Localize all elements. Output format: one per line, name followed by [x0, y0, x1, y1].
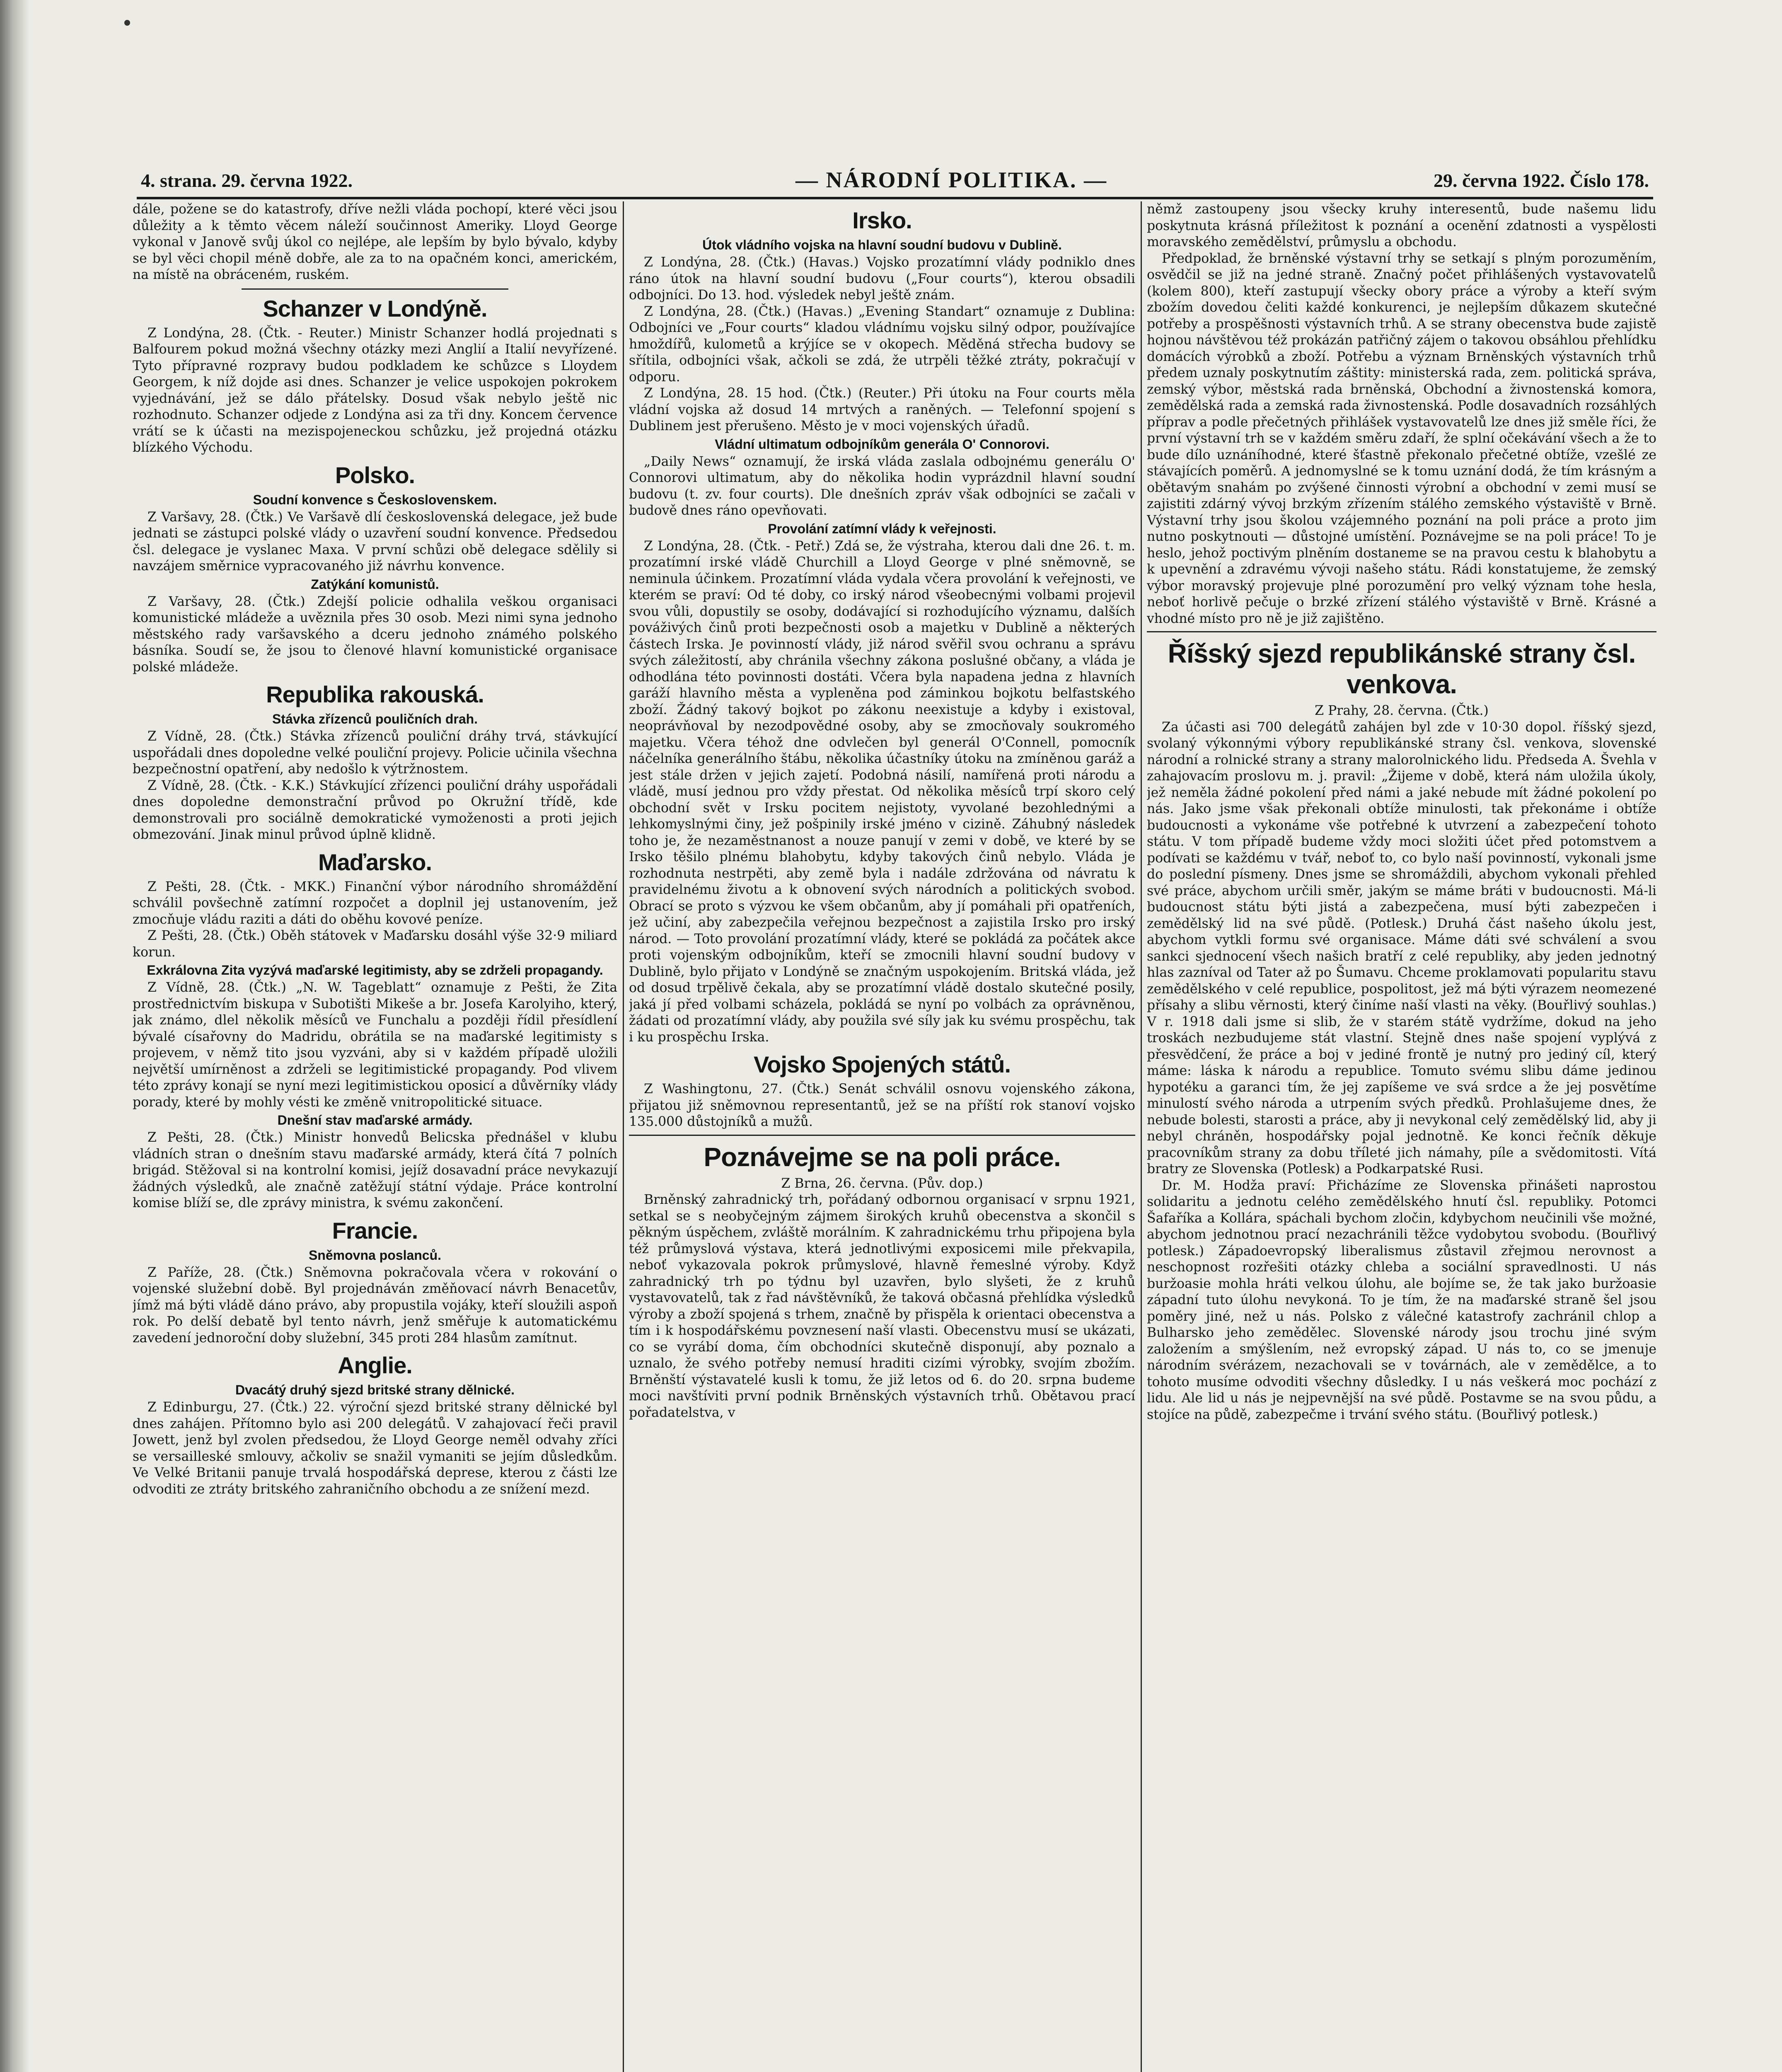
headline-polsko: Polsko. — [335, 462, 415, 488]
headline-risky-sjezd: Říšský sjezd republikánské strany čsl. venkova. — [1168, 639, 1636, 699]
headline-poznavejme: Poznávejme se na poli práce. — [704, 1142, 1061, 1172]
column-rule-2 — [1141, 201, 1142, 2072]
headline-anglie: Anglie. — [338, 1352, 412, 1378]
column-rule-1 — [623, 201, 624, 2072]
column-2 — [629, 201, 1135, 2072]
article-madarsko-1: Z Pešti, 28. (Čtk. - MKK.) Finanční výbor národního shromáždění schválil povšechně zatímní rozpočet a doplnil jej ustanovením, jež zmocňuje vládu raziti a dáti do oběhu kovové peníze. — [133, 879, 617, 927]
article-rakousko-2: Z Vídně, 28. (Čtk. - K.K.) Stávkující zřízenci pouliční dráhy uspořádali dnes dopoledne demonstrační průvod po Okružní třídě, kde demonstrovali pro sociálně demokratické vymoženosti a proti jejich obmezování. Jinak minul průvod úplně klidně. — [133, 778, 617, 842]
article-irsko-1: Z Londýna, 28. (Čtk.) (Havas.) Vojsko prozatímní vlády podniklo dnes ráno útok na hlavní soudní budovu („Four courts“), kterou obsadili odbojníci. Do 13. hod. výsledek nebyl ještě znám. — [629, 255, 1135, 303]
article-polsko-2: Z Varšavy, 28. (Čtk.) Zdejší policie odhalila veškou organisaci komunistické mládeže a uvěznila přes 30 osob. Mezi nimi syna jednoho městského rady varšavského a dceru jednoho známého polského básníka. Soudí se, že jsou to členové hlavní komunistické organisace polské mládeže. — [133, 594, 617, 675]
subhead-polsko-2: Zatýkání komunistů. — [311, 576, 439, 592]
page-header — [137, 168, 1653, 199]
headline-vojsko-usa: Vojsko Spojených států. — [753, 1051, 1011, 1077]
subhead-armada: Dnešní stav maďarské armády. — [277, 1113, 473, 1128]
article-schanzer: Z Londýna, 28. (Čtk. - Reuter.) Ministr Schanzer hodlá projednati s Balfourem pokud možná všechny otázky mezi Anglií a Italií nevyřízené. Tyto přípravné rozpravy budou podkladem ke schůzce s Lloydem Georgem, k níž dojde asi dnes. Schanzer je velice uspokojen pokrokem vyjednávání, jež se dálo přátelsky. Dosud však nebylo ještě nic rozhodnuto. Schanzer odjede z Londýna asi za tři dny. Koncem července vrátí se k účasti na mezispojeneckou schůzku, jež projedná otázku blízkého Východu. — [133, 325, 617, 455]
divider — [242, 288, 508, 290]
article-polsko-1: Z Varšavy, 28. (Čtk.) Ve Varšavě dlí československá delegace, jež bude jednati se zástupci polské vlády o uzavření soudní konvence. Předsedou čsl. delegace je vyslanec Maxa. V první schůzi obě delegace sdělily si navzájem směrnice vypracovaného již návrhu konvence. — [133, 509, 617, 574]
column-3 — [1147, 201, 1656, 2072]
headline-irsko: Irsko. — [852, 207, 912, 233]
print-speck — [124, 20, 130, 26]
article-madarsko-2: Z Pešti, 28. (Čtk.) Oběh státovek v Maďarsku dosáhl výše 32·9 miliard korun. — [133, 928, 617, 960]
subhead-irsko-2: Vládní ultimatum odbojníkům generála O' Connorovi. — [715, 436, 1049, 452]
divider — [629, 1135, 1135, 1136]
article-madarsko-3: Z Vídně, 28. (Čtk.) „N. W. Tageblatt“ oznamuje z Pešti, že Zita prostřednictvím biskupa v Subotišti Mikeše a br. Josefa Karolyiho, který, jak známo, dlel několik měsíců ve Funchalu a později řídil přesídlení bývalé císařovny do Madridu, obrátila se na maďarské legitimisty s projevem, v němž tito jsou vyzváni, aby si v každém případě uložili největší umírněnost a zdrželi se legitimistické propagandy. Pod vlivem této zprávy konají se nyní mezi legitimistickou oposicí a důvěrníky vlády porady, které by mohly vésti ke změně vnitropolitické situace. — [133, 980, 617, 1110]
subhead-francie: Sněmovna poslanců. — [308, 1247, 442, 1263]
article-risky-sjezd-1: Za účasti asi 700 delegátů zahájen byl zde v 10·30 dopol. říšský sjezd, svolaný výkonnými výbory republikánské strany čsl. venkova, slovenské národní a rolnické strany a strany malorolnického lidu. Předseda A. Švehla v zahajovacím proslovu m. j. pravil: „Žijeme v době, která nám uložila úkoly, jež neměla žádné pokolení před námi a jaké nebude mít žádné pokolení po nás. Jako jsme však překonali obtíže minulosti, tak překonáme i obtíže budoucnosti a vykonáme vše potřebné k utvrzení a zabezpečení tohoto státu. V tom případě budeme vždy moci složiti účet před potomstvem a podívati se každému v tvář, neboť to, co bylo naší povinností, vykonali jsme do poslední písmeny. Dnes jsme se shromáždili, abychom vykonali přehled své práce, abychom určili směr, jakým se máme bráti v budoucnosti. Má-li budoucnost státu býti jistá a zabezpečena, musí býti zabezpečen i zemědělský lid na své půdě. (Potlesk.) Druhá část našeho úkolu jest, abychom vytkli formu své organisace. Máme dáti své schválení a svou sankci sjednocení všech našich bratří z celé republiky, aby jeden jednotný hlas zazníval od Tater až po Šumavu. Chceme proklamovati popularitu stavu zemědělského v celé republice, pospolitost, jež má býti výrazem neomezené přísahy a slibu věrnosti, který činíme naší vlasti na věky. (Bouřlivý souhlas.) V r. 1918 dali jsme si slib, že v starém státě vydržíme, dokud na jeho troskách nezbudujeme stát vlastní. Stejně dnes naše spojení vyplývá z přesvědčení, že práce a boj v jediné frontě je nutný pro jediný cíl, který máme: láska k národu a republice. Tomuto svému slibu dáme jedinou hypotéku a garanci tím, že jej zapíšeme ve svá srdce a že jej posvětíme minulostí svého národa a utrpením svých předků. Prohlašujeme dnes, že nebude bolesti, starosti a práce, aby ji nevykonal celý zemědělský lid, aby ji nebyl chráněn, hospodářsky pojal jednotně. Ke konci řečník děkuje pracovníkům strany za dobu tříleté jich námahy, píle a svědomitosti. Vítá bratry ze Slovenska (Potlesk) a Podkarpatské Rusi. — [1147, 719, 1656, 1176]
article-francie: Z Paříže, 28. (Čtk.) Sněmovna pokračovala včera v rokování o vojenské služební době. Byl projednáván změňovací návrh Benacetův, jímž má býti vládě dáno právo, aby propustila vojáky, kteří sloužili aspoň rok. Po delší debatě byl tento návrh, jenž směřuje k automatickému zavedení jednoroční doby služební, 345 proti 284 hlasům zamítnut. — [133, 1265, 617, 1346]
article-anglie: Z Edinburgu, 27. (Čtk.) 22. výroční sjezd britské strany dělnické byl dnes zahájen. Přítomno bylo asi 200 delegátů. V zahajovací řeči pravil Jowett, jenž byl zvolen předsedou, že Lloyd George neměl odvahy zříci se versailleské smlouvy, ačkoliv se snažil vymaniti se jejím důsledkům. Ve Velké Britanii panuje trvalá hospodářská deprese, kterou z části lze odvoditi ze ztráty britského zahraničního obchodu a ze snížení mezd. — [133, 1400, 617, 1497]
article-irsko-4: „Daily News“ oznamují, že irská vláda zaslala odbojnému generálu O' Connorovi ultimatum, aby do několika hodin vyprázdnil hlavní soudní budovu (t. zv. four courts). Dle dnešních zpráv však odbojníci se začali v budově dnes ráno opevňovati. — [629, 454, 1135, 518]
article-poznavejme-2: Předpoklad, že brněnské výstavní trhy se setkají s plným porozuměním, osvědčil se již na jedné straně. Značný počet přihlášených vystavovatelů (kolem 800), kteří zastupují všecky obory práce a výroby a kteří svým zbožím dovedou čeliti každé konkurenci, je nejlepším důkazem skutečné potřeby a prospěšnosti výstavních trhů. A se strany obecenstva bude zajistě hojnou návštěvou též prokázán patřičný zájem o takovou obsáhlou přehlídku domácích výrobků a zboží. Potřebu a význam Brněnských výstavních trhů předem uznaly poskytnutím záštity: ministerská rada, zem. politická správa, zemský výbor, městská rada brněnská, Obchodní a živnostenská komora, zemědělská rada a zemská rada živnostenská. Podle dosavadních rozsáhlých příprav a podle přečetných přihlášek vystavovatelů lze dnes již směle říci, že první výstavní trh se v každém směru zdaří, že splní očekávání všech a že to bude dílo uznáníhodné, které šťastně překonalo přečetné obtíže, vzešlé ze stávajících poměrů. A jednomyslné se k tomu uznání dodá, že tím krásným a obětavým snahám po zvýšené činnosti výrobní a obchodní v zemi musí se zajistiti zdárný vývoj brzkým zřízením stálého zemského výstaviště v Brně. Výstavní trhy jsou školou vzájemného poznání na poli práce a proto jim nutno poskytnouti — důstojné umístění. Poznávejme se na poli práce! To je heslo, jehož poctivým plněním dostaneme se na pravou cestu k blahobytu a k upevnění a zdravému vývoji našeho státu. Rádi konstatujeme, že zemský výbor moravský projevuje plné porozumění pro velký význam tohe hesla, neboť horlivě pečuje o brzké zřízení stálého výstaviště v Brně. Krásné a vhodné místo pro ně je již zajištěno. — [1147, 251, 1656, 626]
article-irsko-3: Z Londýna, 28. 15 hod. (Čtk.) (Reuter.) Při útoku na Four courts měla vládní vojska až dosud 14 mrtvých a raněných. — Telefonní spojení s Dublinem jest přerušeno. Město je v moci vojenských úřadů. — [629, 386, 1135, 433]
header-page-date: 4. strana. 29. června 1922. — [141, 170, 353, 191]
scan-edge-shadow — [0, 0, 29, 2072]
headline-schanzer: Schanzer v Londýně. — [263, 295, 487, 322]
dateline-brno: Z Brna, 26. června. (Pův. dop.) — [781, 1176, 983, 1191]
article-poznavejme-cont: němž zastoupeny jsou všecky kruhy interesentů, bude našemu lidu poskytnuta krásná příležitost k poznání a ocenění zdatnosti a vyspělosti moravského zemědělství, průmyslu a obchodu. — [1147, 202, 1656, 249]
headline-rakousko: Republika rakouská. — [266, 681, 484, 707]
article-vojsko-usa: Z Washingtonu, 27. (Čtk.) Senát schválil osnovu vojenského zákona, přijatou již sněmovnou representantů, jež se na příští rok stanoví vojsko 135.000 důstojníků a mužů. — [629, 1082, 1135, 1129]
header-rule — [137, 197, 1653, 199]
subhead-irsko-1: Útok vládního vojska na hlavní soudní budovu v Dublině. — [702, 237, 1062, 252]
subhead-zita: Exkrálovna Zita vyzývá maďarské legitimisty, aby se zdrželi propagandy. — [147, 963, 603, 978]
subhead-anglie: Dvacátý druhý sjezd britské strany dělnické. — [235, 1382, 515, 1397]
dateline-praha: Z Prahy, 28. června. (Čtk.) — [1315, 703, 1489, 718]
article-poznavejme: Brněnský zahradnický trh, pořádaný odbornou organisací v srpnu 1921, setkal se s neobyčejným zájmem širokých kruhů obecenstva a skončil s pěkným úspěchem, zvláště morálním. K zahradnickému trhu připojena byla též průmyslová výstava, která jednotlivými exposicemi mile překvapila, neboť vykazovala pokrok průmyslové, hlavně řemeslné výroby. Když zahradnický trh po týdnu byl uzavřen, bylo slyšeti, že z kruhů vystavovatelů, tak z řad návštěvníků, že taková občasná přehlídka výsledků výroby a zboží spojená s trhem, značně by přispěla k orientaci obecenstva a tím i k hospodářskému povznesení naší vlasti. Obecenstvu musí se ukázati, co se vyrábí doma, čím obchodníci skutečně disponují, aby poznalo a uznalo, že svého potřeby nemusí hraditi cizími výrobky, svojím zbožím. Brněnští výstavatelé kusli k tomu, že již letos od 6. do 20. srpna budeme moci navštíviti první podnik Brněnských výstavních trhů. Obětavou prací pořadatelstva, v — [629, 1192, 1135, 1420]
article-risky-sjezd-2: Dr. M. Hodža praví: Přicházíme ze Slovenska přinášeti naprostou solidaritu a jednotu celého zemědělského hnutí čsl. republiky. Potomci Šafaříka a Kollára, spáchali bychom zločin, kdybychom neučinili vše možné, abychom jednotnou prací nezachránili těžce vydobytou svobodu. (Bouřlivý potlesk.) Západoevropský liberalismus zůstavil zřejmou nerovnost a neschopnost rozřešiti otázky chleba a sociální spravedlnosti. U nás buržoasie mohla hráti velkou úlohu, ale bojíme se, že tak jako buržoasie západní tuto úlohu nevykoná. To je tím, že na maďarské straně šel jsou poměry jiné, než u nás. Polsko z válečné katastrofy zachránil chlop a Bulharsko jeho zemědělec. Slovenské národy jsou trochu jiné svým založením a smýšlením, než evropský západ. U nás to, co se jmenuje národním svérázem, nezachovali se v továrnách, ale v zemědělce, a to tohoto musíme odvoditi všechny důsledky. I u nás veškerá moc pochází z lidu. Ale lid u nás je nejpevnější na své půdě. Postavme se na svou půdu, a stojíce na půdě, zabezpečme i trvání svého státu. (Bouřlivý potlesk.) — [1147, 1178, 1656, 1422]
header-masthead: — NÁRODNÍ POLITIKA. — — [795, 167, 1108, 192]
divider — [1147, 631, 1656, 632]
subhead-polsko-1: Soudní konvence s Československem. — [253, 492, 497, 507]
article-madarsko-4: Z Pešti, 28. (Čtk.) Ministr honvedů Belicska přednášel v klubu vládních stran o dnešním stavu maďarské armády, která čítá 7 polních brigád. Stěžoval si na kontrolní komisi, jejíž dosavadní práce nevykazují žádných výsledků, ale značně zatěžují státní výdaje. Práce kontrolní komise blíží se, dle zprávy ministra, k svému zakončení. — [133, 1130, 617, 1210]
headline-madarsko: Maďarsko. — [318, 849, 432, 875]
article-continuation: dále, požene se do katastrofy, dříve nežli vláda pochopí, které věci jsou důležity a k těmto věcem náleží součinnost Ameriky. Lloyd George vykonal v Janově svůj úkol co nejlépe, ale lepším by bylo bývalo, kdyby se byl věci chopil méně dobře, ale za to na opačném konci, americkém, na místě na obráceném, ruském. — [133, 202, 617, 282]
headline-francie: Francie. — [332, 1217, 418, 1244]
header-issue: 29. června 1922. Číslo 178. — [1433, 170, 1649, 191]
article-irsko-2: Z Londýna, 28. (Čtk.) (Havas.) „Evening Standart“ oznamuje z Dublina: Odbojníci ve „Four courts“ kladou vládnímu vojsku silný odpor, používajíce hmoždířů, kulometů a krýjíce se v okopech. Měděná střecha budovy se sřítila, odbojníci však, ačkoli se zdá, že utrpěli těžké ztráty, pokračují v odporu. — [629, 304, 1135, 385]
article-irsko-5: Z Londýna, 28. (Čtk. - Petř.) Zdá se, že výstraha, kterou dali dne 26. t. m. prozatímní irské vládě Churchill a Lloyd George v plné sněmovně, se neminula účinkem. Prozatímní vláda vydala včera provolání k veřejnosti, ve kterém se praví: Od té doby, co irský národ všeobecnými volbami projevil svou vůli, dopustily se osoby, dodávající si rozhodujícího významu, dalších pováživých činů proti bezpečnosti osob a majetku v Dublině a některých částech Irska. Je povinností vlády, již národ svěřil svou ochranu a správu svých záležitostí, aby chránila všechny zákona poslušné občany, a vláda je odhodlána této povinnosti dostáti. Včera byla napadena jedna z hlavních garáží hlavního města a vypleněna pod záminkou bojkotu belfastského zboží. Žádný takový bojkot po zákonu neexistuje a kdyby i existoval, neoprávňoval by nezodpovědné osoby, aby se zmocňovaly soukromého majetku. Včera téhož dne odvlečen byl generál O'Connell, pomocník náčelníka generálního štábu, několika účastníky útoku na zmíněnou garáž a jest stále držen v jejich zajetí. Podobná násilí, namířená proti národu a vládě, musí jednou pro vždy přestat. Od několika měsíců trpí skoro celý obchodní svět v Irsku pocitem nejistoty, vyvolané bezohlednými a lehkomyslnými činy, jež pošpinily irské jméno v cizině. Záhubný následek toho je, že nezaměstnanost a nouze panují v zemi v době, ve které by se Irsko těšilo plnému blahobytu, kdyby takových činů nebylo. Vláda je rozhodnuta nestrpěti, aby země byla i nadále zdržována od návratu k pravidelnému životu a k obnovení svých národních a politických svobod. Obrací se proto s výzvou ke všem občanům, aby jí pomáhali při opatřeních, jež učiní, aby zabezpečila veřejnou bezpečnost a zajistila Irsko pro irský národ. — Toto provolání prozatímní vlády, které se pokládá za počátek akce proti vojenským odbojníkům, kteří se zmocnili hlavní soudní budovy v Dublině, bylo přijato v Londýně se značným uspokojením. Britská vláda, jež od dosud trpělivě čekala, aby se prozatímní vládě dostalo skutečné posily, jaká jí před volbami scházela, pokládá se nyní po volbách za oprávněnou, žádati od prozatímní vlády, aby použila své síly jak ku svému prospěchu, tak i ku prospěchu Irska. — [629, 538, 1135, 1045]
column-1 — [133, 201, 617, 2072]
subhead-irsko-3: Provolání zatímní vlády k veřejnosti. — [768, 521, 996, 536]
subhead-rakousko: Stávka zřízenců pouličních drah. — [272, 712, 478, 726]
article-rakousko-1: Z Vídně, 28. (Čtk.) Stávka zřízenců pouliční dráhy trvá, stávkující uspořádali dnes dopoledne velké pouliční projevy. Policie učinila všechna bezpečnostní opatření, aby nedošlo k výtržnostem. — [133, 729, 617, 777]
